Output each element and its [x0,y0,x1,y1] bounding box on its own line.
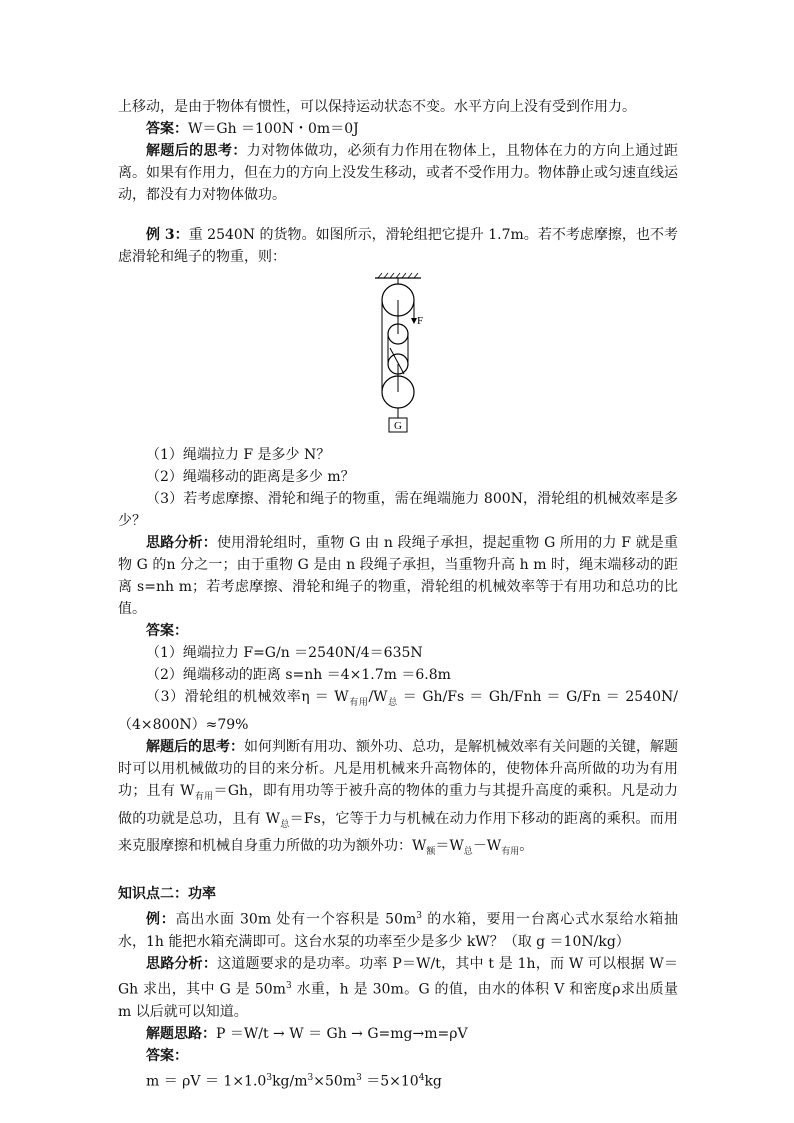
reflection-text: 如何判断有用功、额外功、总功，是解机械效率有关问题的关键，解题时可以用机械做功的目的来分析。凡是用机械来升高物体的，使物体升高所做的功为有用功；且有 W [118,738,678,799]
kp2-example [118,905,678,953]
pulley-figure [118,272,678,438]
reflection-text: －W [472,838,502,855]
answer-3 [118,686,678,736]
calc-text: m ＝ ρV ＝ 1×1.0 [146,1073,267,1090]
answer-2: （2）绳端移动的距离 s=nh ＝4×1.7m ＝6.8m [146,667,451,683]
calc-superscript: 4 [418,1072,425,1083]
analysis-text: 这道题要求的是功率。功率 P＝W/t，其中 t 是 1h，而 W 可以根据 W＝Gh 求出，其中 G 是 50m [118,955,678,998]
reflection-subscript: 有用 [194,791,214,802]
reflection-text: 力对物体做功，必须有力作用在物体上，且物体在力的方向上通过距离。如果有作用力，但在力的方向上没发生移动，或者不受作用力。物体静止或匀速直线运动，都没有力对物体做功。 [118,143,679,203]
answer-1: （1）绳端拉力 F=G/n ＝2540N/4＝635N [146,645,423,661]
answer-label: 答案： [146,121,188,137]
solution-path-label: 解题思路： [146,1025,216,1042]
analysis-text: 水重，h 是 30m。G 的值，由水的体积 V 和密度ρ求出质量 m 以后就可以知道。 [118,981,678,1020]
answer-3-subscript: 总 [387,697,398,708]
calc-superscript: 3 [266,1072,273,1083]
question-3: （3）若考虑摩擦、滑轮和绳子的物重，需在绳端施力 800N，滑轮组的机械效率是多少？ [118,491,678,529]
intro-line: 上移动，是由于物体有惯性，可以保持运动状态不变。水平方向上没有受到作用力。 [118,99,636,115]
reflection-subscript: 有用 [501,847,520,858]
example-text: 高出水面 30m 处有一个容积是 50m [175,911,417,928]
answer-3-part: ＝ Gh/Fs ＝ Gh/Fnh ＝ G/Fn ＝ 2540N/（4×800N）≈79% [118,689,678,733]
reflection-label: 解题后的思考： [146,143,247,159]
kp2-calculation [118,1067,678,1093]
reflection-text: 。 [519,838,534,855]
analysis-label: 思路分析： [146,535,217,551]
kp2-analysis [118,953,678,1023]
intro-reflection [118,140,678,206]
calc-text: ＝5×10 [361,1073,419,1090]
analysis-superscript: 3 [285,980,292,991]
calc-superscript: 3 [307,1072,314,1083]
weight-label: G [394,420,402,432]
reflection-text: ＝Fs，它等于力与机械在动力作用下移动的距离的乘积。而用来克服摩擦和机械自身重力所做的功为额外功：W [118,810,678,855]
example3-statement [118,224,678,268]
answer-3-part: （3）滑轮组的机械效率η ＝ W [146,689,349,705]
answer-text: W＝Gh ＝100N・0m＝0J [188,121,359,137]
calc-superscript: 3 [356,1072,362,1083]
calc-text: kg [424,1073,442,1090]
reflection-subscript: 额 [426,847,436,858]
answer-heading: 答案： [146,623,188,639]
question-1: （1）绳端拉力 F 是多少 N？ [146,447,331,463]
analysis-paragraph [118,532,678,620]
question-2: （2）绳端移动的距离是多少 m？ [146,469,355,485]
example-label: 例： [146,911,176,928]
document-page [118,96,678,1092]
force-label: F [417,315,423,327]
calc-text: ×50m [313,1073,357,1090]
example3-text: 重 2540N 的货物。如图所示，滑轮组把它提升 1.7m。若不考虑摩擦，也不考虑滑轮和绳子的物重，则： [118,227,678,265]
reflection-label: 解题后的思考： [146,738,244,755]
example3-reflection [118,736,678,863]
kp2-solution-path [118,1023,678,1045]
intro-answer [118,118,678,140]
section-heading: 知识点二：功率 [118,886,216,903]
answer-3-subscript: 有用 [348,697,369,708]
reflection-text: ＝W [435,838,464,855]
example-text: 的水箱，要用一台离心式水泵给水箱抽水，1h 能把水箱充满即可。这台水泵的功率至少是多少 kW？（取 g ＝10N/kg） [118,911,679,950]
kp2-answer-heading: 答案： [146,1047,188,1064]
example3-label: 例 3： [146,227,189,243]
pulley-system-diagram [373,272,423,438]
reflection-subscript: 总 [280,819,290,830]
example-superscript: 3 [416,911,423,922]
analysis-text: 使用滑轮组时，重物 G 由 n 段绳子承担，提起重物 G 所用的力 F 就是重物 G 的n 分之一；由于重物 G 是由 n 段绳子承担，当重物升高 h m 时，绳末端移动的距离 s=nh m；若考虑摩擦、滑轮和绳子的物重，滑轮组的机械效率等于有用功和总功的比值。 [118,535,678,617]
calc-text: kg/m [272,1073,308,1090]
analysis-label: 思路分析： [146,955,218,972]
solution-path-text: P ＝W/t → W ＝ Gh → G=mg→m=ρV [216,1025,468,1042]
reflection-text: ＝Gh，即有用功等于被升高的物体的重力与其提升高度的乘积。凡是动力做的功就是总功，且有 W [118,782,678,827]
reflection-subscript: 总 [463,847,473,858]
answer-3-part: /W [368,689,388,705]
